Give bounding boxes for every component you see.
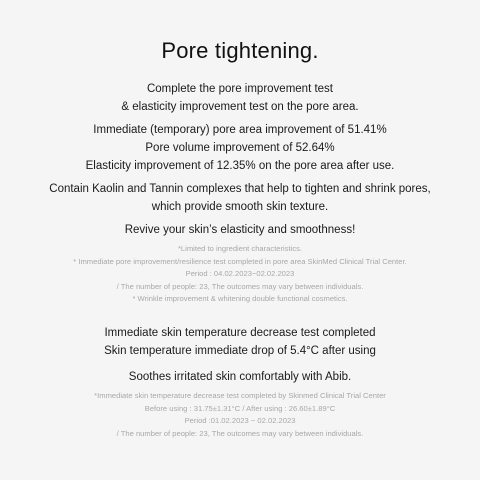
footnote-line: *Limited to ingredient characteristics.	[177, 244, 303, 253]
test-results	[0, 121, 480, 175]
ingredients-description	[0, 180, 480, 216]
footnotes-temperature	[0, 390, 480, 440]
ingredients-line: which provide smooth skin texture.	[151, 201, 329, 213]
ingredients-line: Contain Kaolin and Tannin complexes that help to tighten and shrink pores,	[49, 183, 431, 195]
footnote-line: * Wrinkle improvement & whitening double functional cosmetics.	[132, 294, 348, 303]
footnote-line: Before using : 31.75±1.31°C / After using : 26.60±1.89°C	[144, 403, 336, 413]
intro-line: & elasticity improvement test on the pore area.	[121, 101, 359, 113]
footnote-line: Period :01.02.2023 ~ 02.02.2023	[184, 416, 296, 425]
footnote-line: *Immediate skin temperature decrease test completed by Skinmed Clinical Trial Center	[94, 391, 386, 400]
soothe-text: Soothes irritated skin comfortably with Abib.	[128, 371, 352, 383]
footnote-line: / The number of people: 23, The outcomes may vary between individuals.	[116, 428, 364, 438]
footnote-line: Period : 04.02.2023~02.02.2023	[185, 269, 295, 278]
result-line: Immediate (temporary) pore area improvement of 51.41%	[93, 124, 387, 136]
soothe-statement	[0, 368, 480, 386]
intro-line: Complete the pore improvement test	[146, 83, 333, 95]
result-line: Elasticity improvement of 12.35% on the pore area after use.	[85, 160, 395, 172]
temperature-line: Skin temperature immediate drop of 5.4°C after using	[104, 345, 376, 357]
tagline-text: Revive your skin’s elasticity and smoothness!	[124, 224, 356, 236]
temperature-results	[0, 324, 480, 360]
page-title: Pore tightening.	[161, 38, 319, 63]
temperature-line: Immediate skin temperature decrease test completed	[104, 327, 376, 339]
tagline	[0, 221, 480, 239]
footnotes-pore	[0, 243, 480, 306]
footnote-line: * Immediate pore improvement/resilience test completed in pore area SkinMed Clinical Trial Center.	[73, 256, 407, 266]
test-intro	[0, 80, 480, 116]
footnote-line: / The number of people: 23, The outcomes may vary between individuals.	[116, 281, 364, 291]
result-line: Pore volume improvement of 52.64%	[145, 142, 335, 154]
